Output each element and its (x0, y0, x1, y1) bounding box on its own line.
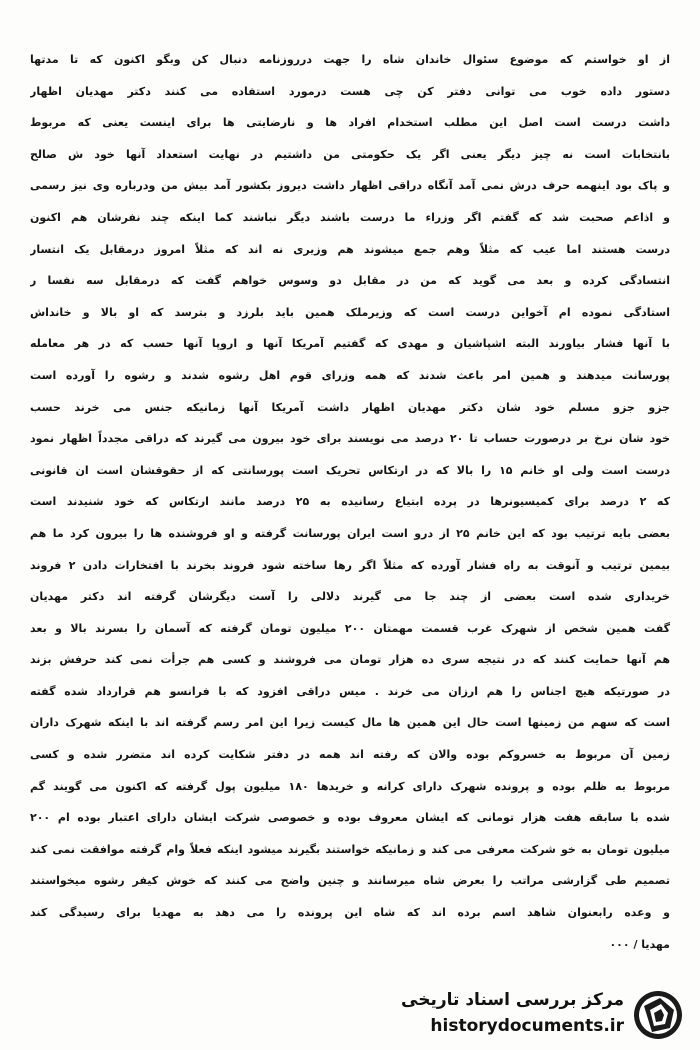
text-line: و وعده رابعنوان شاهد اسم برده اند که شاه این پرونده را می دهد به مهدیا برای رسیدگی کند (30, 906, 670, 920)
text-line: استادگی نموده ام آخواین درست است که وزیرملک همین باید بلرزد و بترسد که او بالا و خانداش (30, 305, 670, 319)
text-line: انتسادگی کرده و بعد می گوید که من در مقابل دو وسوس خواهم گفت که درمقابل سه نفسا ر (30, 274, 670, 288)
text-line: با آنها فشار بیاورند البته اشپاشیان و مهدی که گفتیم آمریکا آنها و اروپا آنها حسب که در هر معامله (30, 337, 670, 351)
text-line: جزو جزو مسلم خود شان دکتر مهدیان اظهار داشت آمریکا آنها زمانیکه جنس می خرند حسب (30, 400, 670, 414)
text-line: است که سهم من زمینها است حال این همین ها مال کیست زیرا این امر رسم گرفته اند با اینکه شهرک داران (30, 716, 670, 730)
historydocuments-logo-icon (630, 988, 686, 1042)
text-line: خود شان نرخ بر درصورت حساب تا ۲۰ درصد می نویسند برای خود بیرون می گیرند که دراقی مجدداً اظهار نمود (30, 432, 670, 446)
handwritten-text-block (30, 44, 670, 960)
text-line: از او خواستم که موضوع سئوال خاندان شاه را جهت درروزنامه دنبال کن وبگو اکنون که تا مدتها (30, 53, 670, 66)
text-line: بیمین ترتیب و آنوقت به راه فشار آورده که مثلاً اگر رها ساخته شود فروند بخرند با افتخارات دادن ۲ فروند (30, 558, 670, 572)
text-line: خریداری شده است بعضی از چند جا می گیرند دلالی را آست دیگرشان گرفته اند دکتر مهدیان (30, 590, 670, 604)
text-line: دستور داده خوب مى توانى دفتر كن چى هست درمورد استفاده مى كنند دكتر مهديان اظهار (30, 84, 670, 98)
watermark (400, 988, 686, 1042)
text-line: که ۲ درصد برای کمیسیونرها در پرده ابتیاع رسانیده به ۲۵ درصد مانند ارتکاس که خود شنیدند است (30, 495, 670, 509)
text-line: درست است ولی او خانم ۱۵ را بالا که در ارتکاس تحریک است پورسانتی که از حقوقشان است ان قانونی (30, 463, 670, 477)
signature-line: مهدیا / ۰۰۰ (609, 937, 670, 951)
text-line: بانتخابات است نه چیز دیگر یعنی اگر یک حکومتی من داشتیم در نهایت استعداد آنها خود ش صالح (30, 147, 670, 161)
text-line: و اذاعم صحبت شد که گفتم اگر وزراء ما درست باشند دیگر نباشند کما اینکه چند نفرشان هم اکنون (30, 210, 670, 224)
text-line: درست هستند اما عیب که مثلاً وهم جمع میشوند هم وزیری نه اند که مثلاً امروز درمقابل یک انتسار (30, 242, 670, 256)
archive-url: historydocuments.ir (430, 1016, 624, 1036)
text-line: بعضی بایه ترتیب بود که این خانم ۲۵ از درو است ایران پورسانت گرفته و او فروشنده ها را بیرون کرد ما هم (30, 526, 670, 540)
text-line: تصمیم طی گزارشی مراتب را بعرض شاه میرسانند و چنین واضح می کنند که خوش کیفر رشوه میخواستند (30, 874, 670, 888)
text-line: و پاک بود اینهمه حرف درش نمی آمد آنگاه دراقی اظهار داشت دیروز بکشور آمد بیش من ودرباره وی نیز رسمی (30, 179, 670, 193)
text-line: پورسانت میدهند و همین امر باعث شدند که همه وزرای قوم اهل رشوه شدند و رشوه را آورده است (30, 368, 670, 382)
text-line: داشت درست است اصل این مطلب استخدام افراد ها و نارضایتی ها برای اینست یعنی که مربوط (30, 116, 670, 130)
archive-name: مرکز بررسی اسناد تاریخی (401, 990, 624, 1010)
text-line: زمین آن مربوط به خسروکم بوده والان که رفته اند همه در دفتر شکایت کرده اند متضرر شده و کسی (30, 748, 670, 762)
text-line: گفت همین شخص از شهرک غرب قسمت مهمتان ۲۰۰ میلیون تومان گرفته که آسمان را بسرند بالا و بعد (30, 621, 670, 635)
text-line: مربوط به ظلم بوده و پرونده شهرک دارای کرانه و خریدها ۱۸۰ میلیون پول گرفته که اکنون می گویند گم (30, 779, 670, 793)
text-line: هم آنها حمایت کنند که در نتیجه سری ده هزار تومان می فروشند و کسی هم جرأت نمی کند حرفش بزند (30, 653, 670, 667)
text-line: در صورتیکه هیچ اجناس را هم ارزان می خرند . میس دراقی افزود که با فرانسو هم قرارداد شده گفته (30, 684, 670, 698)
text-line: شده با سابقه هفت هزار تومانی که ایشان معروف بوده و خصوصی شرکت ایشان دارای اعتبار بوده ام ۲۰۰ (30, 811, 670, 825)
text-line: میلیون تومان به خو شرکت معرفی می کند و زمانیکه خواستند بگیرند میشود اینکه فعلاً وام گرفته موافقت نمی کند (30, 842, 670, 856)
